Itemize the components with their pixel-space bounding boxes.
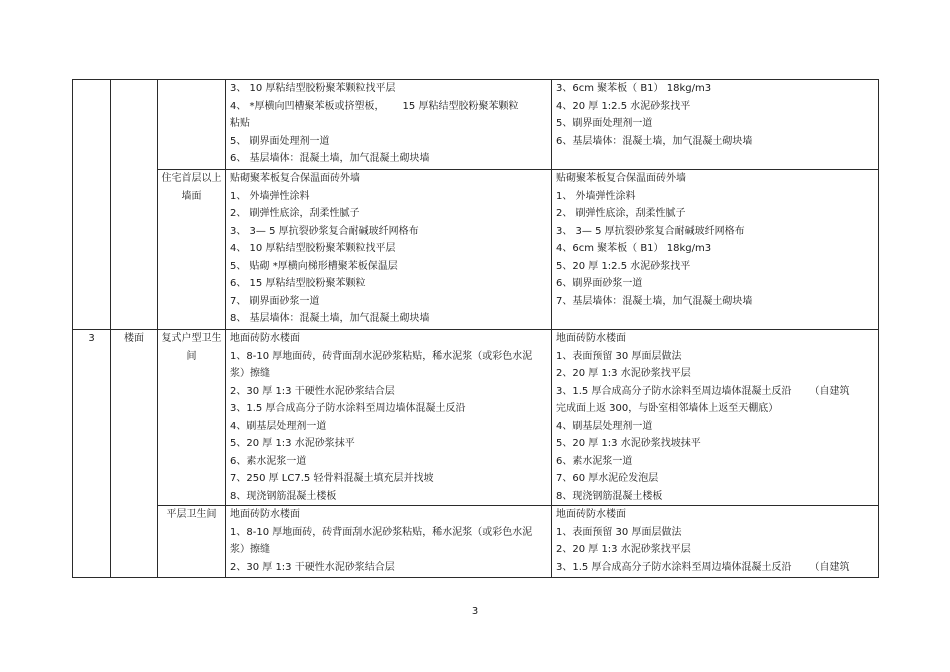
spec-line: 5、20 厚 1:3 水泥砂浆找坡抹平: [556, 438, 701, 449]
table-row: [73, 80, 879, 170]
spec-line: 3、1.5 厚合成高分子防水涂料至周边墙体混凝土反沿 （自建筑: [556, 385, 850, 397]
spec-line: 4、 *厚横向凹槽聚苯板或挤塑板， 15 厚粘结型胶粉聚苯颗粒: [230, 100, 519, 112]
spec-line: 3、 3— 5 厚抗裂砂浆复合耐碱玻纤网格布: [556, 225, 745, 237]
spec-left-cell: [226, 330, 552, 506]
spec-line: 8、 基层墙体：混凝土墙，加气混凝土砌块墙: [230, 313, 430, 324]
category-cell: [111, 80, 158, 330]
spec-line: 1、表面预留 30 厚面层做法: [556, 350, 682, 362]
spec-line: 8、现浇钢筋混凝土楼板: [230, 490, 337, 502]
spec-line: 4、 10 厚粘结型胶粉聚苯颗粒找平层: [230, 243, 396, 254]
spec-line: 5、20 厚 1:2.5 水泥砂浆找平: [556, 260, 691, 272]
spec-line: 8、现浇钢筋混凝土楼板: [556, 490, 663, 502]
row-number-cell: 3: [73, 330, 111, 578]
spec-right-cell: [552, 506, 879, 578]
spec-line: 3、1.5 厚合成高分子防水涂料至周边墙体混凝土反沿: [230, 403, 466, 414]
spec-line: 5、 刷界面处理剂一道: [230, 135, 330, 147]
spec-line: 7、60 厚水泥砼发泡层: [556, 473, 659, 484]
spec-line: 7、 刷界面砂浆一道: [230, 295, 320, 307]
spec-line: 贴砌聚苯板复合保温面砖外墙: [556, 173, 686, 184]
spec-line: 6、素水泥浆一道: [556, 455, 633, 467]
spec-line: 4、20 厚 1:2.5 水泥砂浆找平: [556, 100, 691, 112]
location-cell: 平层卫生间: [158, 506, 226, 578]
spec-line: 6、 基层墙体：混凝土墙，加气混凝土砌块墙: [230, 153, 430, 164]
spec-right-cell: [552, 330, 879, 506]
table-row: [73, 330, 879, 506]
spec-line: 3、 10 厚粘结型胶粉聚苯颗粒找平层: [230, 83, 396, 94]
spec-line: 地面砖防水楼面: [230, 333, 300, 344]
spec-left-cell: [226, 506, 552, 578]
spec-line: 2、20 厚 1:3 水泥砂浆找平层: [556, 368, 691, 379]
spec-line: 地面砖防水楼面: [556, 509, 626, 520]
spec-line: 5、刷界面处理剂一道: [556, 118, 653, 129]
spec-line: 2、30 厚 1:3 干硬性水泥砂浆结合层: [230, 561, 395, 573]
table-row: [73, 506, 879, 578]
spec-line: 1、表面预留 30 厚面层做法: [556, 526, 682, 538]
spec-line: 4、6cm 聚苯板（ B1） 18kg/m3: [556, 243, 712, 254]
row-number-cell: [73, 80, 111, 330]
spec-line: 2、20 厚 1:3 水泥砂浆找平层: [556, 544, 691, 555]
spec-line: 7、基层墙体：混凝土墙，加气混凝土砌块墙: [556, 295, 753, 307]
spec-line: 2、30 厚 1:3 干硬性水泥砂浆结合层: [230, 385, 395, 397]
spec-line: 2、 刷弹性底涂，刮柔性腻子: [556, 208, 686, 219]
spec-line: 3、1.5 厚合成高分子防水涂料至周边墙体混凝土反沿 （自建筑: [556, 561, 850, 573]
spec-line: 6、刷界面砂浆一道: [556, 278, 643, 289]
spec-line: 6、素水泥浆一道: [230, 455, 307, 467]
spec-line: 完成面上返 300，与卧室相邻墙体上返至天棚底）: [556, 403, 779, 414]
spec-line: 地面砖防水楼面: [230, 509, 300, 520]
location-cell: 住宅首层以上墙面: [158, 170, 226, 330]
spec-line: 4、刷基层处理剂一道: [230, 420, 327, 432]
spec-right-cell: [552, 170, 879, 330]
spec-line: 3、 3— 5 厚抗裂砂浆复合耐碱玻纤网格布: [230, 225, 419, 237]
construction-spec-table: [72, 79, 879, 578]
spec-line: 1、 外墙弹性涂料: [230, 190, 310, 202]
spec-line: 6、基层墙体：混凝土墙，加气混凝土砌块墙: [556, 135, 753, 147]
spec-line: 2、 刷弹性底涂，刮柔性腻子: [230, 208, 360, 219]
spec-line: 6、 15 厚粘结型胶粉聚苯颗粒: [230, 278, 366, 289]
page-number: 3: [471, 606, 479, 617]
spec-line: 5、20 厚 1:3 水泥砂浆抹平: [230, 438, 355, 449]
spec-line: 7、250 厚 LC7.5 轻骨料混凝土填充层并找坡: [230, 473, 434, 484]
spec-line: 1、8-10 厚地面砖，砖背面刮水泥砂浆粘贴，稀水泥浆（或彩色水泥浆）擦缝: [230, 350, 533, 379]
spec-line: 3、6cm 聚苯板（ B1） 18kg/m3: [556, 83, 712, 94]
location-cell: 复式户型卫生间: [158, 330, 226, 506]
spec-left-cell: [226, 170, 552, 330]
category-cell: 楼面: [111, 330, 158, 578]
table-row: [73, 170, 879, 330]
location-cell: [158, 80, 226, 170]
spec-right-cell: [552, 80, 879, 170]
spec-line: 地面砖防水楼面: [556, 333, 626, 344]
spec-line: 粘贴: [230, 118, 250, 129]
spec-line: 贴砌聚苯板复合保温面砖外墙: [230, 173, 360, 184]
spec-line: 1、8-10 厚地面砖，砖背面刮水泥砂浆粘贴，稀水泥浆（或彩色水泥浆）擦缝: [230, 526, 533, 555]
spec-line: 4、刷基层处理剂一道: [556, 420, 653, 432]
spec-left-cell: [226, 80, 552, 170]
spec-line: 1、 外墙弹性涂料: [556, 190, 636, 202]
spec-line: 5、 贴砌 *厚横向梯形槽聚苯板保温层: [230, 260, 398, 272]
